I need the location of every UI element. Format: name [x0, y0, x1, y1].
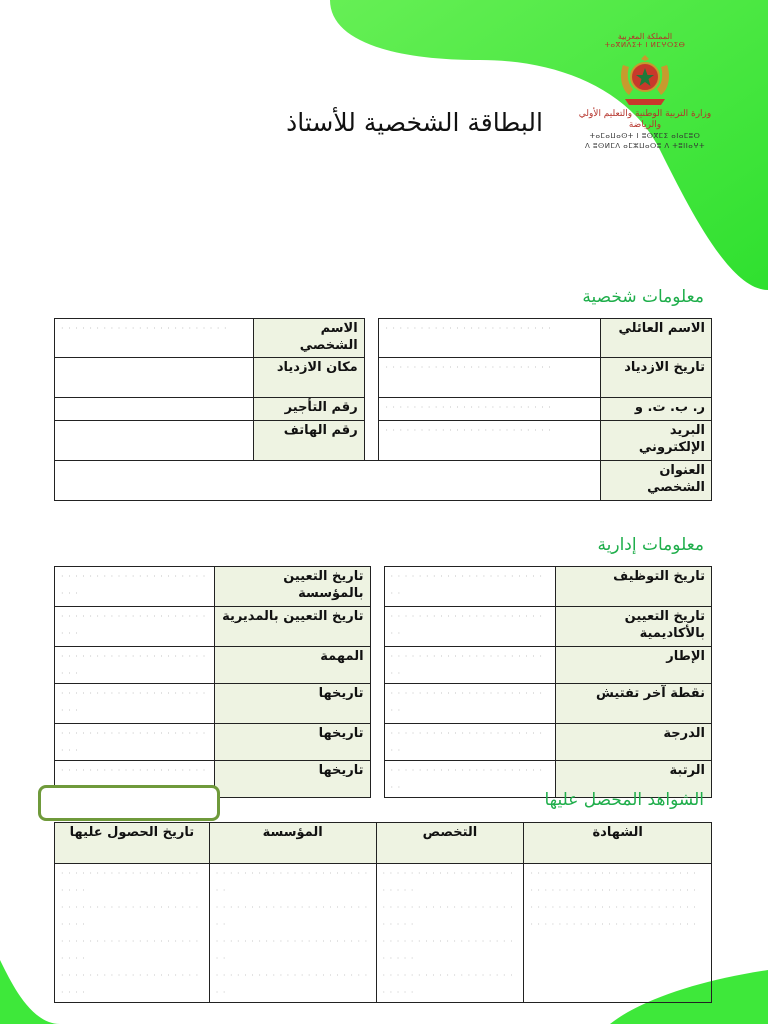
email-field[interactable]: · · · · · · · · · · · · · · · · · · · · · · · ·: [379, 421, 601, 461]
admin-info-table: [54, 566, 712, 798]
table-row: [55, 319, 712, 358]
birth-place-field[interactable]: [55, 358, 254, 398]
grade-date-field[interactable]: · · · · · · · · · · · · · · · · · · · · · · · ·: [55, 724, 215, 761]
framework-field[interactable]: · · · · · · · · · · · · · · · · · · · · · · · ·: [384, 647, 556, 684]
column-header-degree: الشهادة: [524, 823, 712, 864]
table-row: [55, 461, 712, 501]
ministry-name-tifinagh-2: ⴷ ⵓⵙⵍⵎⴷ ⴰⵎⵣⵡⴰⵔⵓ ⴷ ⵜⵓⵏⵏⴰⵖⵜ: [585, 142, 705, 150]
address-field[interactable]: [55, 461, 601, 501]
ministry-name-tifinagh-1: ⵜⴰⵎⴰⵡⴰⵙⵜ ⵏ ⵓⵙⴳⵎⵉ ⴰⵏⴰⵎⵓⵔ: [589, 132, 701, 140]
hire-date-label: تاريخ التوظيف: [556, 567, 712, 607]
specialty-cell[interactable]: · · · · · · · · · · · · · · · · · · · · · · · · · · · · · · · · · · · · · · · · · · · · · · · · · · · · · · · · · · · · · · · · · · · · · · · · · · · · · · · · · · · · · · · · · · · · · · · ·: [376, 864, 524, 1003]
inspection-date-label: تاريخها: [214, 684, 370, 724]
last-name-label: الاسم العائلي: [601, 319, 712, 358]
national-id-field[interactable]: · · · · · · · · · · · · · · · · · · · · · · · ·: [379, 398, 601, 421]
national-id-label: ر. ب. ت. و: [601, 398, 712, 421]
grade-field[interactable]: · · · · · · · · · · · · · · · · · · · · · · · ·: [384, 724, 556, 761]
table-row: [55, 607, 712, 647]
admin-info-title: معلومات إدارية: [597, 535, 704, 555]
table-row: [55, 421, 712, 461]
ministry-logo-block: [575, 32, 715, 162]
kingdom-name-tifinagh: ⵜⴰⴳⵍⴷⵉⵜ ⵏ ⵍⵎⵖⵔⵉⴱ: [604, 41, 686, 49]
payroll-number-field[interactable]: [55, 398, 254, 421]
personal-info-table: [54, 318, 712, 501]
date-obtained-cell[interactable]: · · · · · · · · · · · · · · · · · · · · · · · · · · · · · · · · · · · · · · · · · · · · · · · · · · · · · · · · · · · · · · · · · · · · · · · · · · · · · · · · · · · · · · · · · · · · · · · ·: [55, 864, 210, 1003]
degrees-title: الشواهد المحصل عليها: [544, 790, 704, 810]
last-inspection-score-label: نقطة آخر تفتيش: [556, 684, 712, 724]
task-label: المهمة: [214, 647, 370, 684]
table-row: [55, 358, 712, 398]
table-row: [55, 398, 712, 421]
table-row: [55, 864, 712, 1003]
table-row: [55, 684, 712, 724]
first-name-field[interactable]: · · · · · · · · · · · · · · · · · · · · · · · ·: [55, 319, 254, 358]
rank-field[interactable]: · · · · · · · · · · · · · · · · · · · · · · · ·: [384, 761, 556, 798]
last-inspection-score-field[interactable]: · · · · · · · · · · · · · · · · · · · · · · · ·: [384, 684, 556, 724]
institution-cell[interactable]: · · · · · · · · · · · · · · · · · · · · · · · · · · · · · · · · · · · · · · · · · · · · · · · · · · · · · · · · · · · · · · · · · · · · · · · · · · · · · · · · · · · · · · · · · · · · · · · ·: [209, 864, 376, 1003]
first-name-label: الاسم الشخصي: [253, 319, 364, 358]
table-header-row: [55, 823, 712, 864]
rank-date-label: تاريخها: [214, 761, 370, 798]
school-assignment-date-label: تاريخ التعيين بالمؤسسة: [214, 567, 370, 607]
table-row: [55, 567, 712, 607]
email-label: البريد الإلكتروني: [601, 421, 712, 461]
kingdom-name: المملكة المغربية: [617, 32, 673, 41]
degree-cell[interactable]: · · · · · · · · · · · · · · · · · · · · · · · · · · · · · · · · · · · · · · · · · · · · · · · · · · · · · · · · · · · · · · · · · · · · · · · · · · · · · · · · · · · · · · · · · · · · · · · ·: [524, 864, 712, 1003]
personal-info-title: معلومات شخصية: [582, 287, 704, 307]
empty-framed-box: [38, 785, 220, 821]
academy-assignment-date-field[interactable]: · · · · · · · · · · · · · · · · · · · · · · · ·: [384, 607, 556, 647]
column-header-date-obtained: تاريخ الحصول عليها: [55, 823, 210, 864]
column-header-specialty: التخصص: [376, 823, 524, 864]
grade-label: الدرجة: [556, 724, 712, 761]
directorate-assignment-date-field[interactable]: · · · · · · · · · · · · · · · · · · · · · · · ·: [55, 607, 215, 647]
ministry-name: وزارة التربية الوطنية والتعليم الأولي والرياضة: [578, 109, 712, 130]
phone-label: رقم الهاتف: [253, 421, 364, 461]
framework-label: الإطار: [556, 647, 712, 684]
page-title: البطاقة الشخصية للأستاذ: [286, 108, 543, 137]
rank-label: الرتبة: [556, 761, 712, 798]
table-row: [55, 724, 712, 761]
coat-of-arms-icon: [613, 51, 677, 107]
inspection-date-field[interactable]: · · · · · · · · · · · · · · · · · · · · · · · ·: [55, 684, 215, 724]
grade-date-label: تاريخها: [214, 724, 370, 761]
academy-assignment-date-label: تاريخ التعيين بالأكاديمية: [556, 607, 712, 647]
column-header-institution: المؤسسة: [209, 823, 376, 864]
directorate-assignment-date-label: تاريخ التعيين بالمديرية: [214, 607, 370, 647]
hire-date-field[interactable]: · · · · · · · · · · · · · · · · · · · · · · · ·: [384, 567, 556, 607]
task-field[interactable]: · · · · · · · · · · · · · · · · · · · · · · · ·: [55, 647, 215, 684]
school-assignment-date-field[interactable]: · · · · · · · · · · · · · · · · · · · · · · · ·: [55, 567, 215, 607]
last-name-field[interactable]: · · · · · · · · · · · · · · · · · · · · · · · ·: [379, 319, 601, 358]
address-label: العنوان الشخصي: [601, 461, 712, 501]
phone-field[interactable]: [55, 421, 254, 461]
rank-date-field[interactable]: · · · · · · · · · · · · · · · · · · · · ·: [55, 761, 215, 798]
birth-date-label: تاريخ الازدياد: [601, 358, 712, 398]
degrees-table: [54, 822, 712, 1003]
table-row: [55, 647, 712, 684]
payroll-number-label: رقم التأجير: [253, 398, 364, 421]
birth-date-field[interactable]: · · · · · · · · · · · · · · · · · · · · · · · ·: [379, 358, 601, 398]
birth-place-label: مكان الازدياد: [253, 358, 364, 398]
